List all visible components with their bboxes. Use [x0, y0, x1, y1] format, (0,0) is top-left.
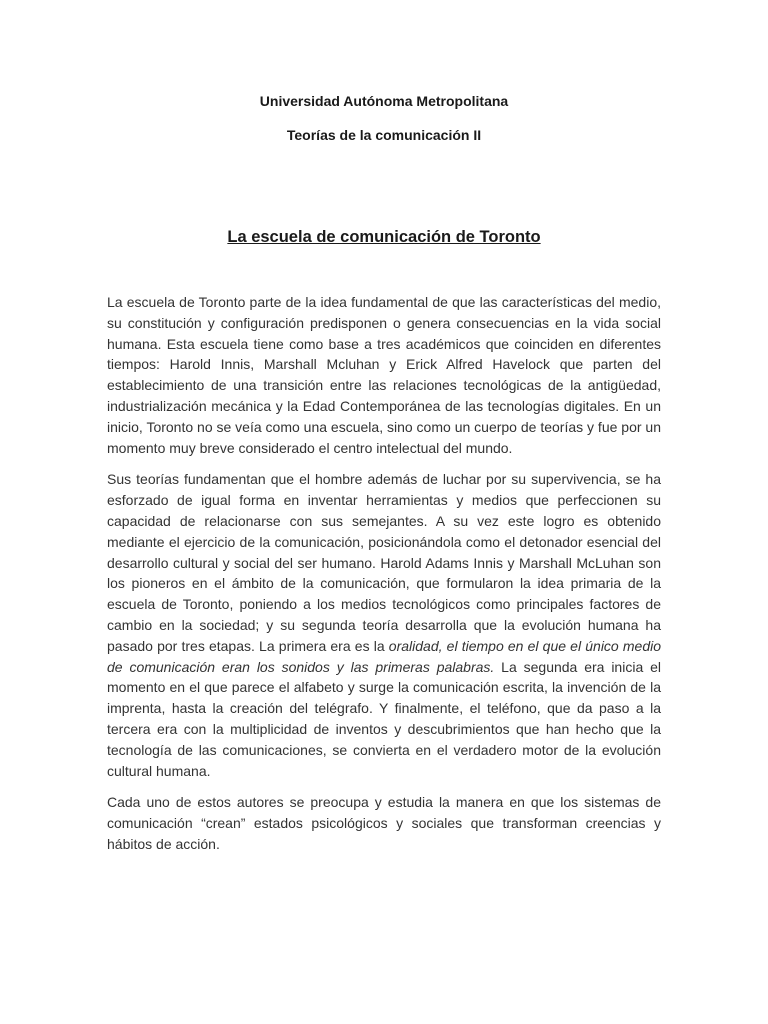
paragraph-1: La escuela de Toronto parte de la idea fundamental de que las características del medio, su constitución y configuración predisponen o genera consecuencias en la vida social humana. Esta escuela tiene como base a tres académicos que coinciden en diferentes tiempos: Harold Innis, Marshall Mcluhan y Erick Alfred Havelock que parten del establecimiento de una transición entre las relaciones tecnológicas de la antigüedad, industrialización mecánica y la Edad Contemporánea de las tecnologías digitales. En un inicio, Toronto no se veía como una escuela, sino como un cuerpo de teorías y fue por un momento muy breve considerado el centro intelectual del mundo. — [107, 294, 661, 456]
course-name: Teorías de la comunicación II — [286, 127, 482, 143]
paragraph-2 — [107, 469, 661, 781]
paragraph-3: Cada uno de estos autores se preocupa y estudia la manera en que los sistemas de comunicación “crean” estados psicológicos y sociales que transforman creencias y hábitos de acción. — [107, 794, 661, 852]
document-title — [0, 226, 768, 248]
document-body — [107, 292, 661, 866]
paragraph-2-text-start: Sus teorías fundamentan que el hombre además de luchar por su supervivencia, se ha esforzado de igual forma en inventar herramientas y medios que perfeccionen su capacidad de relacionarse con sus semejantes. A su vez este logro es obtenido mediante el ejercicio de la comunicación, posicionándola como el detonador esencial del desarrollo cultural y social del ser humano. Harold Adams Innis y Marshall McLuhan son los pioneros en el ámbito de la comunicación, que formularon la idea primaria de la escuela de Toronto, poniendo a los medios tecnológicos como principales factores de cambio en la sociedad; y su segunda teoría desarrolla que la evolución humana ha pasado por tres etapas. La primera era es la — [107, 471, 661, 654]
paragraph-2-text-end: La segunda era inicia el momento en el que parece el alfabeto y surge la comunicación escrita, la invención de la imprenta, hasta la creación del telégrafo. Y finalmente, el teléfono, que da paso a la tercera era con la multiplicidad de inventos y descubrimientos que han hecho que la tecnología de las comunicaciones, se convierta en el verdadero motor de la evolución cultural humana. — [107, 658, 661, 779]
university-name: Universidad Autónoma Metropolitana — [259, 93, 509, 109]
paragraph-2-italic: oralidad, el tiempo en el que el único medio de comunicación eran los sonidos y las primeras palabras. — [107, 637, 661, 675]
document-title-text: La escuela de comunicación de Toronto — [227, 228, 541, 246]
